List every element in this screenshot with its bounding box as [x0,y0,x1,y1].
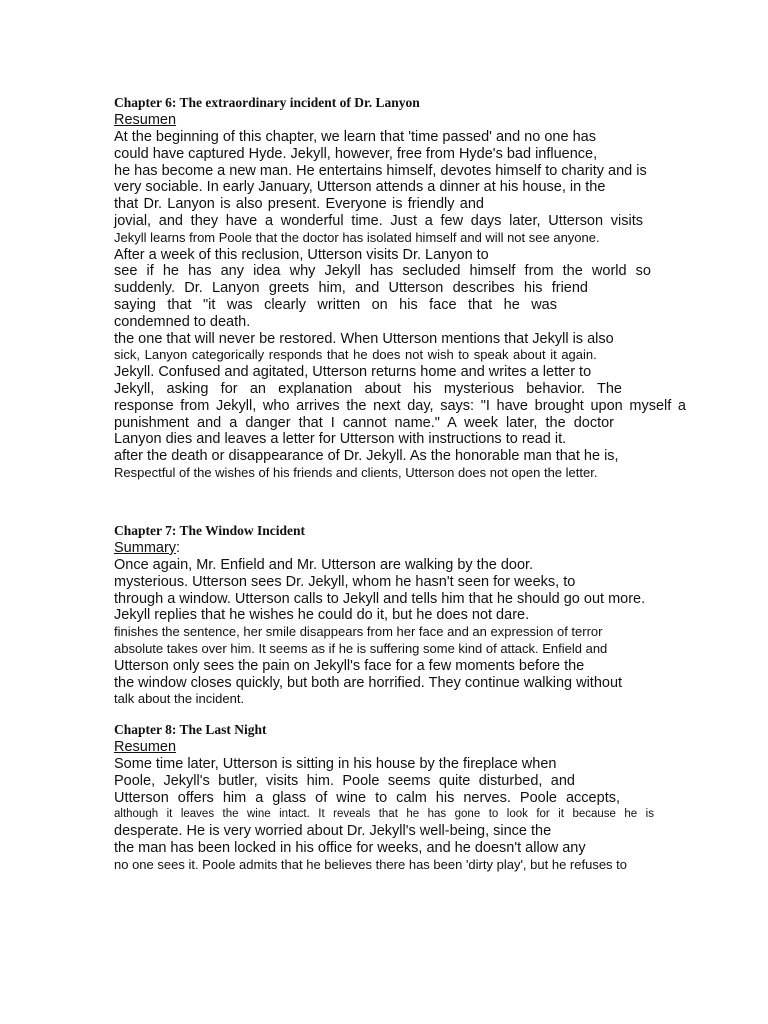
text-line: Some time later, Utterson is sitting in his house by the fireplace when [114,756,557,772]
text-line: could have captured Hyde. Jekyll, however, free from Hyde's bad influence, [114,145,598,162]
text-line: he has become a new man. He entertains himself, devotes himself to charity and is [114,162,647,179]
text-line: Respectful of the wishes of his friends and clients, Utterson does not open the letter. [114,464,598,480]
text-line: Utterson only sees the pain on Jekyll's face for a few moments before the [114,657,585,674]
chapter-8-section [114,721,689,874]
text-line: finishes the sentence, her smile disappears from her face and an expression of terror [114,624,603,640]
text-line: talk about the incident. [114,691,245,707]
chapter-7-section [114,522,689,708]
chapter-6-label-text: Resumen [114,112,177,128]
chapter-8-summary-label [114,739,689,756]
text-line: jovial, and they have a wonderful time. Just a few days later, Utterson visits [114,212,643,229]
text-line: the man has been locked in his office for weeks, and he doesn't allow any [114,839,586,856]
text-line: desperate. He is very worried about Dr. Jekyll's well-being, since the [114,823,552,840]
text-line: punishment and a danger that I cannot name." A week later, the doctor [114,414,614,431]
chapter-6-section [114,94,689,482]
text-line: At the beginning of this chapter, we learn that 'time passed' and no one has [114,129,596,145]
text-line: no one sees it. Poole admits that he believes there has been 'dirty play', but he refuses to [114,856,627,872]
text-line: Jekyll replies that he wishes he could do it, but he does not dare. [114,607,530,624]
text-line: response from Jekyll, who arrives the next day, says: "I have brought upon myself a [114,397,686,414]
text-line: the one that will never be restored. When Utterson mentions that Jekyll is also [114,330,614,347]
text-line: Jekyll, asking for an explanation about his mysterious behavior. The [114,380,622,397]
chapter-7-label-suffix: : [176,540,181,556]
chapter-8-title: Chapter 8: The Last Night [114,722,267,737]
text-line: very sociable. In early January, Utterson attends a dinner at his house, in the [114,179,606,196]
text-line: saying that "it was clearly written on his face that he was [114,296,557,313]
text-line: Utterson offers him a glass of wine to calm his nerves. Poole accepts, [114,789,620,806]
chapter-8-label-text: Resumen [114,739,177,755]
text-line: absolute takes over him. It seems as if he is suffering some kind of attack. Enfield and [114,640,608,656]
text-line: although it leaves the wine intact. It reveals that he has gone to look for it because he is [114,808,654,821]
chapter-7-summary-label [114,540,689,557]
chapter-7-label-text: Summary [114,540,177,556]
text-line: Once again, Mr. Enfield and Mr. Utterson are walking by the door. [114,557,534,573]
text-line: through a window. Utterson calls to Jekyll and tells him that he should go out more. [114,590,646,607]
text-line: Jekyll learns from Poole that the doctor has isolated himself and will not see anyone. [114,229,600,245]
text-line: after the death or disappearance of Dr. Jekyll. As the honorable man that he is, [114,448,619,465]
text-line: Lanyon dies and leaves a letter for Utterson with instructions to read it. [114,431,567,448]
chapter-7-title: Chapter 7: The Window Incident [114,523,306,538]
text-line: suddenly. Dr. Lanyon greets him, and Utterson describes his friend [114,280,588,297]
text-line: sick, Lanyon categorically responds that he does not wish to speak about it again. [114,347,597,363]
text-line: Jekyll. Confused and agitated, Utterson returns home and writes a letter to [114,364,592,381]
text-line: condemned to death. [114,313,251,330]
text-line: Poole, Jekyll's butler, visits him. Poole seems quite disturbed, and [114,772,575,789]
text-line: see if he has any idea why Jekyll has secluded himself from the world so [114,263,651,280]
text-line: After a week of this reclusion, Utterson visits Dr. Lanyon to [114,246,489,263]
chapter-6-title: Chapter 6: The extraordinary incident of Dr. Lanyon [114,95,420,110]
text-line: mysterious. Utterson sees Dr. Jekyll, whom he hasn't seen for weeks, to [114,573,576,590]
text-line: the window closes quickly, but both are horrified. They continue walking without [114,674,623,691]
chapter-6-summary-label [114,112,689,129]
text-line: that Dr. Lanyon is also present. Everyone is friendly and [114,196,484,213]
